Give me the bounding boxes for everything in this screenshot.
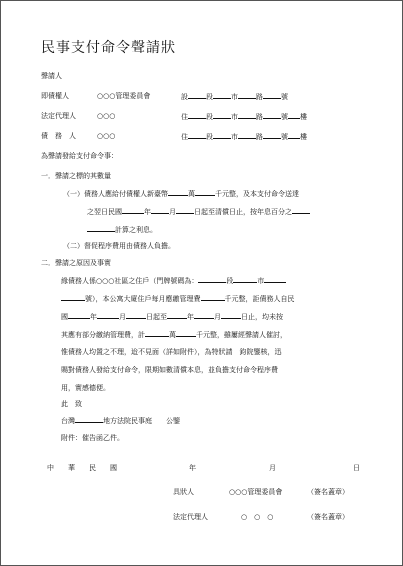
court-address: 台灣 地方法院民事庭 公鑒 [61, 417, 180, 425]
party-representative-role: 法定代理人 [41, 112, 76, 120]
party-representative-name: ○○○ [97, 112, 116, 120]
signer-representative-name: ○ ○ ○ [241, 513, 274, 521]
party-creditor-address: 設 段 市 路 號 [181, 93, 288, 101]
party-debtor-role: 債 務 人 [41, 132, 76, 140]
date-day: 日 [353, 464, 360, 472]
party-debtor-address: 住 段 市 路 號 樓 [181, 133, 307, 141]
matter-line: 為聲請發給支付命令事： [41, 152, 118, 160]
section2-line4: 其應有部分繳納管理費，計 萬 千元整，雖屢經聲請人催討， [61, 331, 287, 339]
attachment-line: 附件：催告函乙件。 [61, 434, 124, 442]
signer-representative-role: 法定代理人 [173, 513, 208, 521]
party-creditor-role: 即債權人 [41, 92, 69, 100]
section2-line1: 緣債務人係○○○社區之住戶（門牌號碼為： 段 市 [61, 275, 286, 286]
signer-representative-seal: （簽名蓋章） [307, 513, 349, 521]
signer-petitioner-role: 具狀人 [173, 488, 194, 496]
date-year: 年 [189, 464, 196, 472]
party-representative-address: 住 段 市 路 號 樓 [181, 113, 307, 121]
party-creditor-name: ○○○管理委員會 [97, 92, 151, 100]
document-title: 民事支付命令聲請狀 [41, 40, 176, 56]
section1-heading: 一．聲請之標的其數量 [41, 172, 111, 180]
signer-petitioner-seal: （簽名蓋章） [307, 488, 349, 496]
section1-item1-line3: 計算之利息。 [87, 224, 157, 235]
date-roc: 中 華 民 國 [47, 464, 117, 472]
section1-item2: （二）督促程序費用由債務人負擔。 [63, 242, 175, 250]
section2-line6: 賜對債務人發給支付命令，限期如數清償本息，並負擔支付命令程序費 [61, 366, 278, 374]
section1-item1-line1: （一）債務人應給付債權人新臺幣 萬 千元整，及本支付命令送達 [63, 190, 299, 198]
closing-cizhi: 此 致 [61, 400, 82, 408]
applicant-heading: 聲請人 [41, 72, 62, 80]
section2-line2: 號），本公寓大廈住戶每月應繳管理費 千元整，詎債務人自民 [61, 293, 295, 304]
date-month: 月 [269, 464, 276, 472]
party-debtor-name: ○○○ [97, 132, 116, 140]
section2-line3: 國 年 月 日起至 年 月 日止，均未按 [61, 313, 283, 321]
section2-heading: 二．聲請之原因及事實 [41, 259, 111, 267]
signer-petitioner-name: ○○○管理委員會 [229, 488, 283, 496]
section2-line7: 用，實感德便。 [61, 384, 110, 392]
section2-line5: 惟債務人均置之不理，迨不見面（詳如附件），為特狀請 鈞院鑒核，迅 [61, 348, 282, 356]
section1-item1-line2: 之翌日民國 年 月 日起至清償日止，按年息百分之 [87, 206, 310, 217]
